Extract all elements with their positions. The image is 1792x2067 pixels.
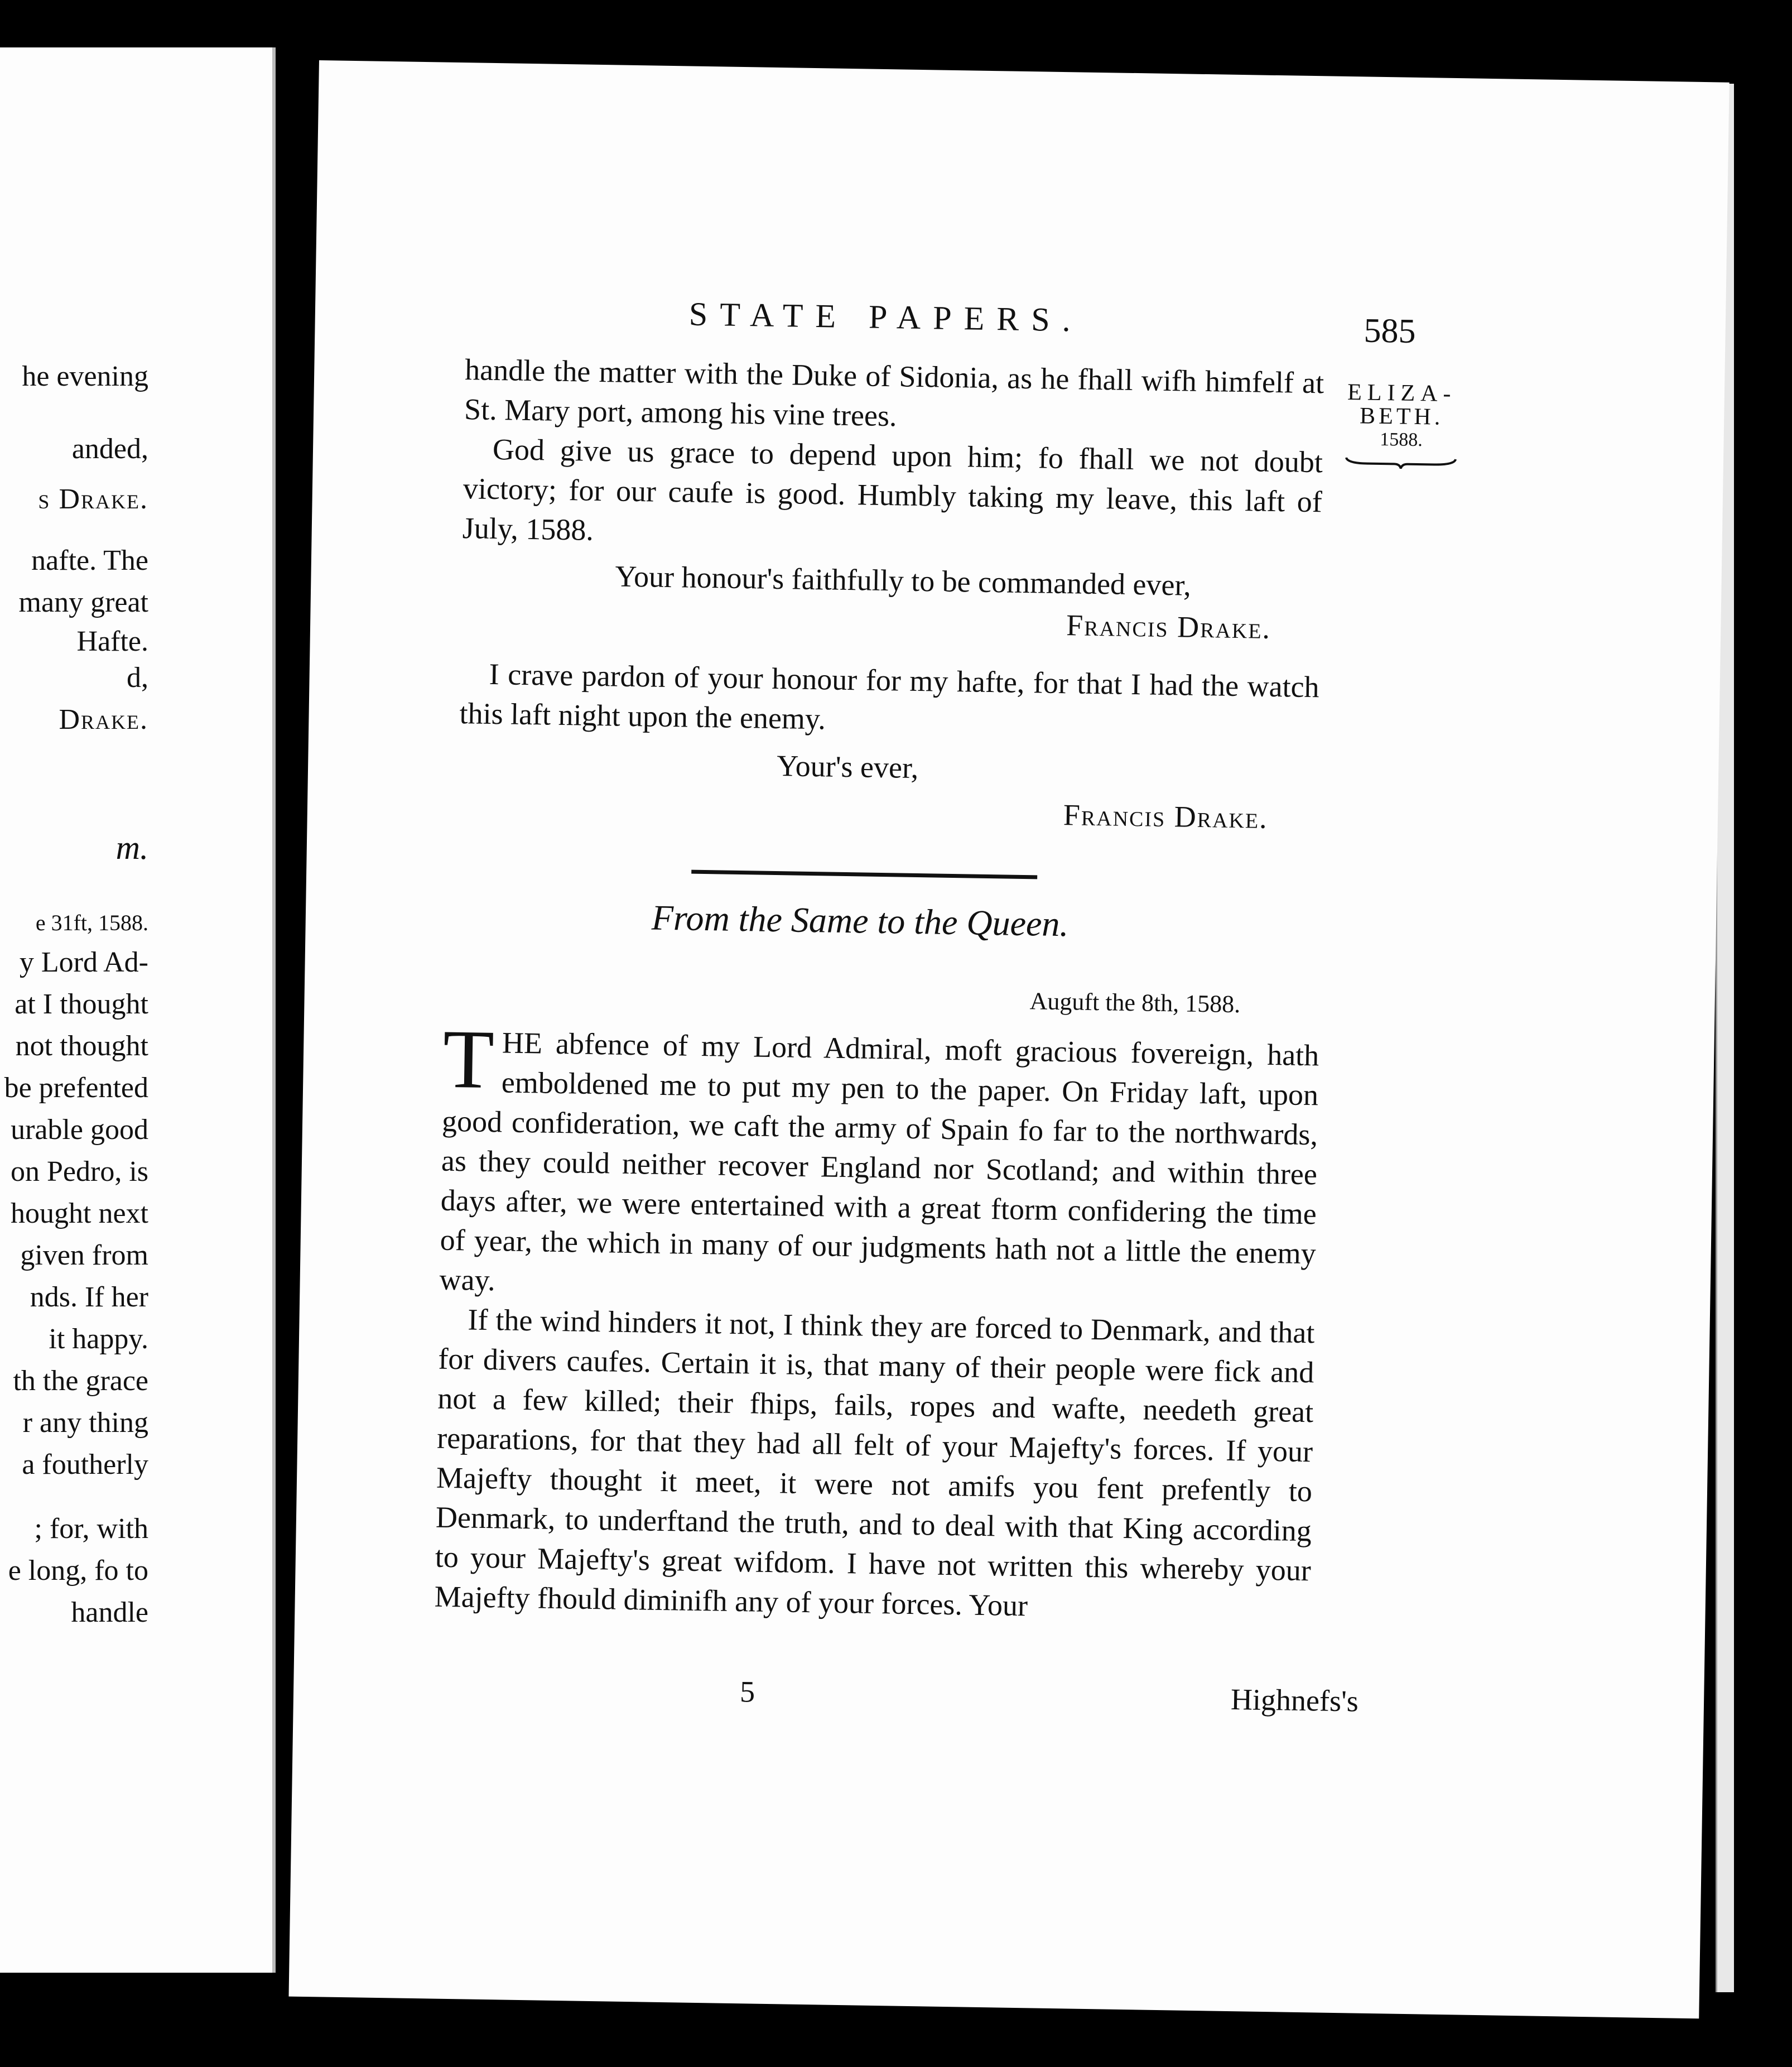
margin-note-year: 1588. xyxy=(1380,429,1423,451)
left-text-line: d, xyxy=(127,662,148,694)
left-text-line: a foutherly xyxy=(22,1449,148,1480)
letter1-postscript-block xyxy=(459,654,1319,747)
left-text-line: r any thing xyxy=(22,1407,148,1439)
right-page xyxy=(288,60,1729,2018)
drop-cap: T xyxy=(442,1012,495,1107)
letter1-para2: God give us grace to depend upon him; fo fhall we not doubt victory; for our caufe is good. Humbly taking my leave, this laft of July, 1588. xyxy=(462,432,1323,547)
left-text-line: Hafte. xyxy=(76,626,148,657)
margin-note xyxy=(1334,381,1469,471)
letter2-body xyxy=(434,1012,1319,1631)
left-text-line: be prefented xyxy=(4,1072,148,1104)
letter1-closing2: Your's ever, xyxy=(776,749,919,785)
catchword: Highnefs's xyxy=(1230,1683,1359,1718)
left-facing-page xyxy=(0,47,276,1973)
letter1-body xyxy=(462,350,1324,561)
left-text-line: many great xyxy=(18,587,148,618)
left-dateline: e 31ft, 1588. xyxy=(35,910,148,935)
left-text-line: not thought xyxy=(15,1030,148,1062)
letter1-postscript: I crave pardon of your honour for my hafte, for that I had the watch this laft night upon the enemy. xyxy=(459,657,1320,736)
page-number: 585 xyxy=(1364,311,1417,350)
left-text-line: nafte. The xyxy=(31,545,148,576)
left-text-line: s Drake. xyxy=(38,483,148,515)
letter2-para1 xyxy=(439,1012,1319,1314)
letter1-para1: handle the matter with the Duke of Sidonia, as he fhall wifh himfelf at St. Mary port, among his vine trees. xyxy=(464,353,1324,433)
letter1-signature2: Francis Drake. xyxy=(1063,798,1269,835)
left-text-line: y Lord Ad- xyxy=(19,946,148,978)
left-text-line: on Pedro, is xyxy=(11,1156,148,1188)
letter1-signature: Francis Drake. xyxy=(1066,608,1271,645)
letter2-title: From the Same to the Queen. xyxy=(651,897,1070,944)
left-text-line: e long, fo to xyxy=(8,1555,148,1587)
letter1-closing: Your honour's faithfully to be commanded ever, xyxy=(615,559,1192,602)
left-text-line: Drake. xyxy=(59,704,148,736)
section-divider xyxy=(691,870,1037,879)
signature-mark: 5 xyxy=(739,1675,755,1709)
left-text-line: nds. If her xyxy=(30,1281,148,1313)
left-catchword: handle xyxy=(71,1597,148,1628)
margin-note-line1: ELIZA- xyxy=(1347,379,1457,407)
left-text-line: he evening xyxy=(22,360,148,392)
left-text-line: hought next xyxy=(11,1198,148,1229)
letter2-para1-text: HE abfence of my Lord Admiral, moft gracious fovereign, hath emboldened me to put my pen to the paper. On Friday laft, upon good confideration, we caft the army of Spain fo far to the northwards, as they could neither recover England nor Scotland; and within three days after, we were entertained with a great ftorm confidering the time of year, the which in many of our judgments hath not a little the enemy way. xyxy=(439,1026,1319,1297)
left-heading-fragment: m. xyxy=(115,829,148,866)
left-text-line: urable good xyxy=(11,1114,148,1146)
letter2-date: Auguft the 8th, 1588. xyxy=(1029,987,1241,1018)
left-text-line: anded, xyxy=(71,433,148,465)
running-header: STATE PAPERS. xyxy=(688,295,1083,339)
left-text-line: it happy. xyxy=(49,1323,148,1355)
margin-note-line2: BETH. xyxy=(1359,403,1444,430)
left-text-line: ; for, with xyxy=(34,1513,148,1545)
letter2-para2: If the wind hinders it not, I think they are forced to Denmark, and that for divers caufes. Certain it is, that many of their people were fick and not a few killed; their fhips, fails, ropes and wafte, needeth great reparations, for that they had all felt of your Majefty's forces. If your Majefty thought it meet, it were not amifs you fent prefently to Denmark, to underftand the truth, and to deal with that King according to your Majefty's great wifdom. I have not written this whereby your Majefty fhould diminifh any of your forces. Your xyxy=(434,1302,1315,1623)
left-text-line: given from xyxy=(20,1239,148,1271)
left-text-line: th the grace xyxy=(13,1365,148,1397)
brace-icon xyxy=(1345,455,1457,470)
left-text-line: at I thought xyxy=(15,988,148,1020)
